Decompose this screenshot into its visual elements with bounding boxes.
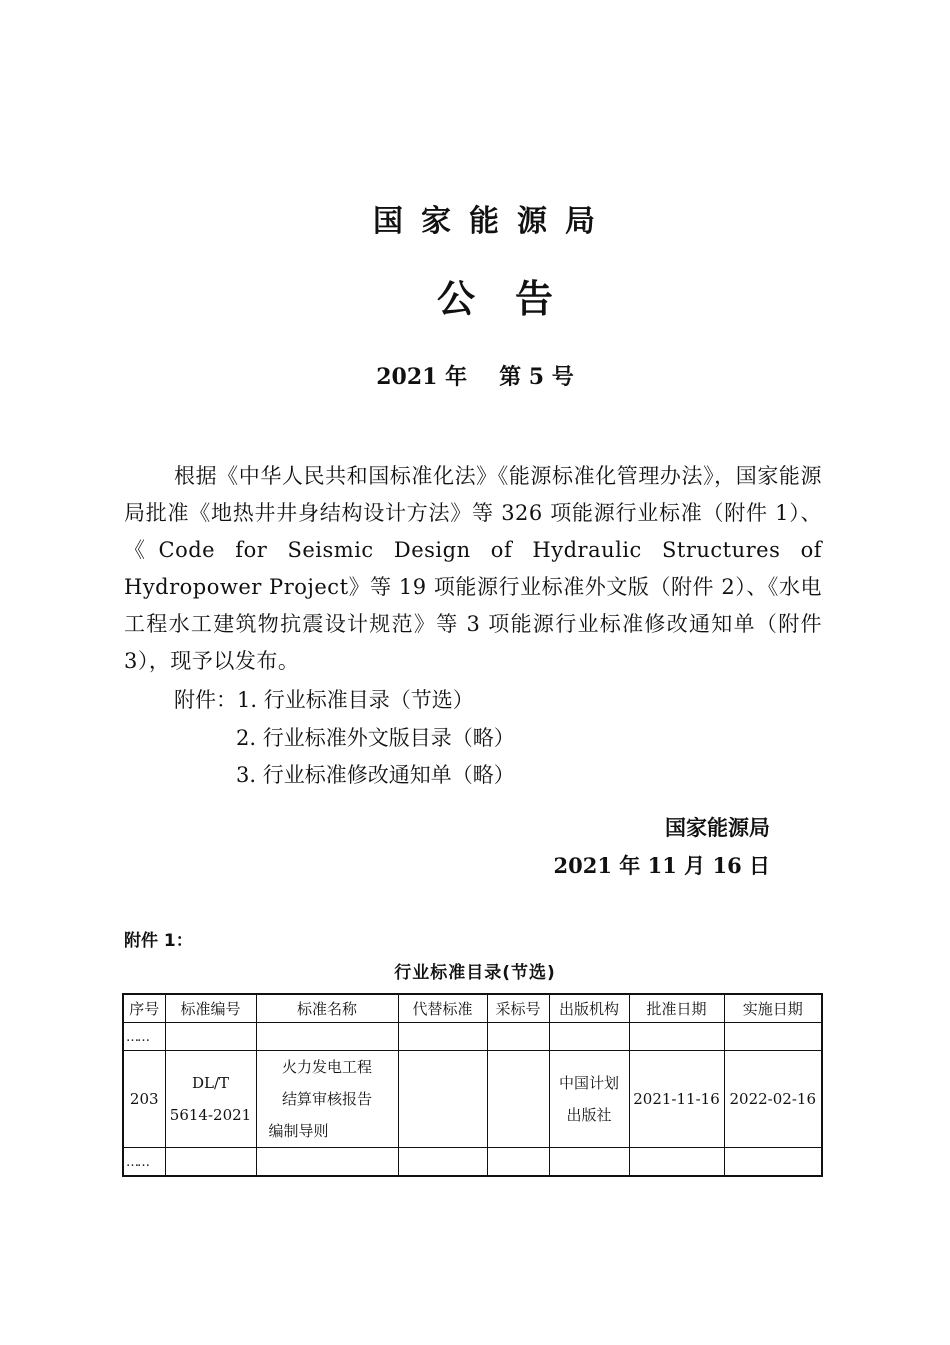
column-header: 标准编号 [165,994,256,1023]
attachment-1-label: 1. 行业标准目录（节选） [237,688,474,712]
standards-table [122,993,823,1177]
table-row [123,1051,822,1148]
publisher-line: 出版社 [566,1106,612,1124]
adopted-cell [487,1051,549,1148]
code-line: 5614-2021 [169,1106,252,1124]
table-header-row [123,994,822,1023]
issue-number [0,360,950,391]
approval-date-cell: 2021-11-16 [629,1051,724,1148]
notice-paragraph: 根据《中华人民共和国标准化法》《能源标准化管理办法》，国家能源局批准《地热井井身结构设计方法》等 326 项能源行业标准（附件 1）、《Code for Seismic Design of Hydraulic Structures of Hydropower Project》等 19 项能源行业标准外文版（附件 2）、《水电工程水工建筑物抗震设计规范》等 3 项能源行业标准修改通知单（附件 3），现予以发布。 [124,464,822,673]
issue-number-value: 第 5 号 [499,364,574,390]
annex-label: 附件 1： [124,931,193,951]
column-header: 序号 [123,994,165,1023]
ellipsis-cell [123,1023,165,1051]
notice-body [124,458,822,680]
name-line: 结算审核报告 [281,1090,372,1108]
attachment-list-item-1 [174,682,474,719]
ellipsis-text: …… [126,1154,148,1170]
column-header: 实施日期 [724,994,822,1023]
effective-date-cell: 2022-02-16 [724,1051,822,1148]
ellipsis-cell [123,1148,165,1177]
attachment-list-item-3: 3. 行业标准修改通知单（略） [236,763,515,787]
attachment-list-item-2: 2. 行业标准外文版目录（略） [236,726,515,750]
code-cell [165,1051,256,1148]
column-header: 采标号 [487,994,549,1023]
attachments-prefix: 附件： [174,688,237,712]
column-header: 标准名称 [256,994,398,1023]
code-line: DL/T [191,1074,230,1092]
ellipsis-text: …… [126,1029,148,1045]
issuing-authority-heading: 国家能源局 [373,204,613,239]
table-title: 行业标准目录(节选) [394,963,556,983]
name-line: 火力发电工程 [281,1058,372,1076]
signature-org: 国家能源局 [665,816,770,840]
column-header: 出版机构 [549,994,629,1023]
name-line: 编制导则 [268,1122,329,1140]
replaces-cell [398,1051,487,1148]
column-header: 代替标准 [398,994,487,1023]
seq-cell: 203 [123,1051,165,1148]
publisher-line: 中国计划 [558,1074,619,1092]
name-cell [256,1051,398,1148]
notice-title: 公告 [436,277,593,321]
publisher-cell [549,1051,629,1148]
issue-year: 2021 年 [376,364,468,390]
table-row-ellipsis [123,1148,822,1177]
table-row-ellipsis [123,1023,822,1051]
column-header: 批准日期 [629,994,724,1023]
signature-date: 2021 年 11 月 16 日 [553,853,770,878]
